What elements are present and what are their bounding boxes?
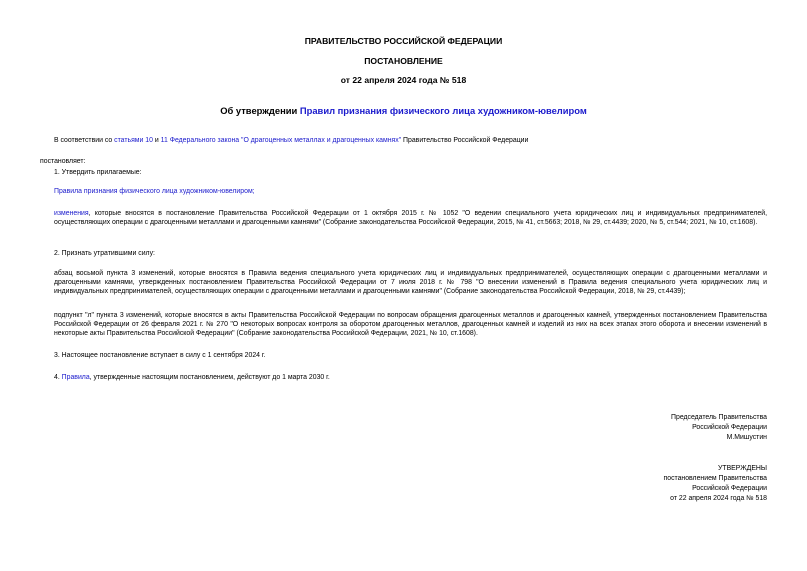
item-4-text: , утвержденные настоящим постановлением, действуют до 1 марта 2030 г. — [89, 374, 330, 381]
decides-text: постановляет: — [40, 158, 86, 165]
approved-organization: Российской Федерации — [692, 485, 767, 492]
rules-title-link[interactable]: Правил признания физического лица художником-ювелиром — [299, 105, 587, 116]
amendments-link[interactable]: изменения — [54, 210, 89, 217]
signature-block — [671, 413, 767, 443]
amendments-text: , которые вносятся в постановление Правительства Российской Федерации от 1 октября 2015 г. № 1052 "О ведении специального учета юридических лиц и индивидуальных предпринимателей, осуществляющих операции с драгоценными металлами и драгоценными камнями" (Собрание законодательства Российской Федерации, 2015, № 41, ст.5663; 2018, № 29, ст.4439; 2020, № 5, ст.544; 2021, № 10, ст.1608). — [54, 210, 767, 226]
rules-link[interactable]: Правила признания физического лица художником-ювелиром; — [54, 188, 255, 195]
item-4-rules-link[interactable]: Правила — [61, 374, 90, 381]
document-title-prefix: Об утверждении — [220, 105, 300, 116]
item-3-paragraph: 3. Настоящее постановление вступает в силу с 1 сентября 2024 г. — [54, 352, 266, 359]
item-4-paragraph — [54, 373, 330, 382]
item-1-heading: 1. Утвердить прилагаемые: — [54, 169, 142, 176]
approved-by: постановлением Правительства — [663, 475, 767, 482]
signature-organization: Российской Федерации — [692, 424, 767, 431]
government-heading: ПРАВИТЕЛЬСТВО РОССИЙСКОЙ ФЕДЕРАЦИИ — [304, 36, 503, 46]
approved-heading: УТВЕРЖДЕНЫ — [718, 465, 767, 472]
document-type-heading: ПОСТАНОВЛЕНИЕ — [364, 56, 443, 66]
item-2-heading: 2. Признать утратившими силу: — [54, 250, 155, 257]
preamble-text-3: Правительство Российской Федерации — [401, 137, 529, 144]
signature-name: М.Мишустин — [726, 434, 767, 441]
document-title — [0, 105, 807, 116]
signature-position: Председатель Правительства — [671, 414, 767, 421]
preamble-text-1: В соответствии со — [54, 137, 115, 144]
item-2-paragraph-b: подпункт "л" пункта 3 изменений, которые вносятся в акты Правительства Российской Федерации по вопросам обращения драгоценных металлов и драгоценных камней, утвержденных постановлением Правительства Российской Федерации от 26 февраля 2021 г. № 270 "О некоторых вопросах контроля за оборотом драгоценных металлов, драгоценных камней и изделий из них на всех этапах этого оборота и внесении изменений в некоторые акты Правительства Российской Федерации" (Собрание законодательства Российской Федерации, 2021, № 10, ст.1608). — [54, 312, 767, 337]
federal-law-link[interactable]: 11 Федерального закона "О драгоценных металлах и драгоценных камнях" — [160, 137, 402, 144]
document-date-number: от 22 апреля 2024 года № 518 — [340, 75, 467, 85]
item-1-rules-paragraph — [54, 187, 255, 196]
preamble-paragraph — [54, 136, 528, 145]
item-4-number: 4. — [54, 374, 62, 381]
approved-block — [664, 464, 768, 504]
approved-date-number: от 22 апреля 2024 года № 518 — [670, 495, 767, 502]
item-1-amendments-paragraph — [54, 209, 767, 227]
preamble-text-2: и — [152, 137, 161, 144]
article-10-link[interactable]: статьями 10 — [114, 137, 153, 144]
item-2-paragraph-a: абзац восьмой пункта 3 изменений, которые вносятся в Правила ведения специального учета юридических лиц и индивидуальных предпринимателей, осуществляющих операции с драгоценными металлами и драгоценными камнями, утвержденных постановлением Правительства Российской Федерации от 7 июля 2018 г. № 798 "О внесении изменений в Правила ведения специального учета юридических лиц и индивидуальных предпринимателей, осуществляющих операции с драгоценными металлами и драгоценными камнями" (Собрание законодательства Российской Федерации, 2018, № 29, ст.4439); — [54, 270, 767, 295]
